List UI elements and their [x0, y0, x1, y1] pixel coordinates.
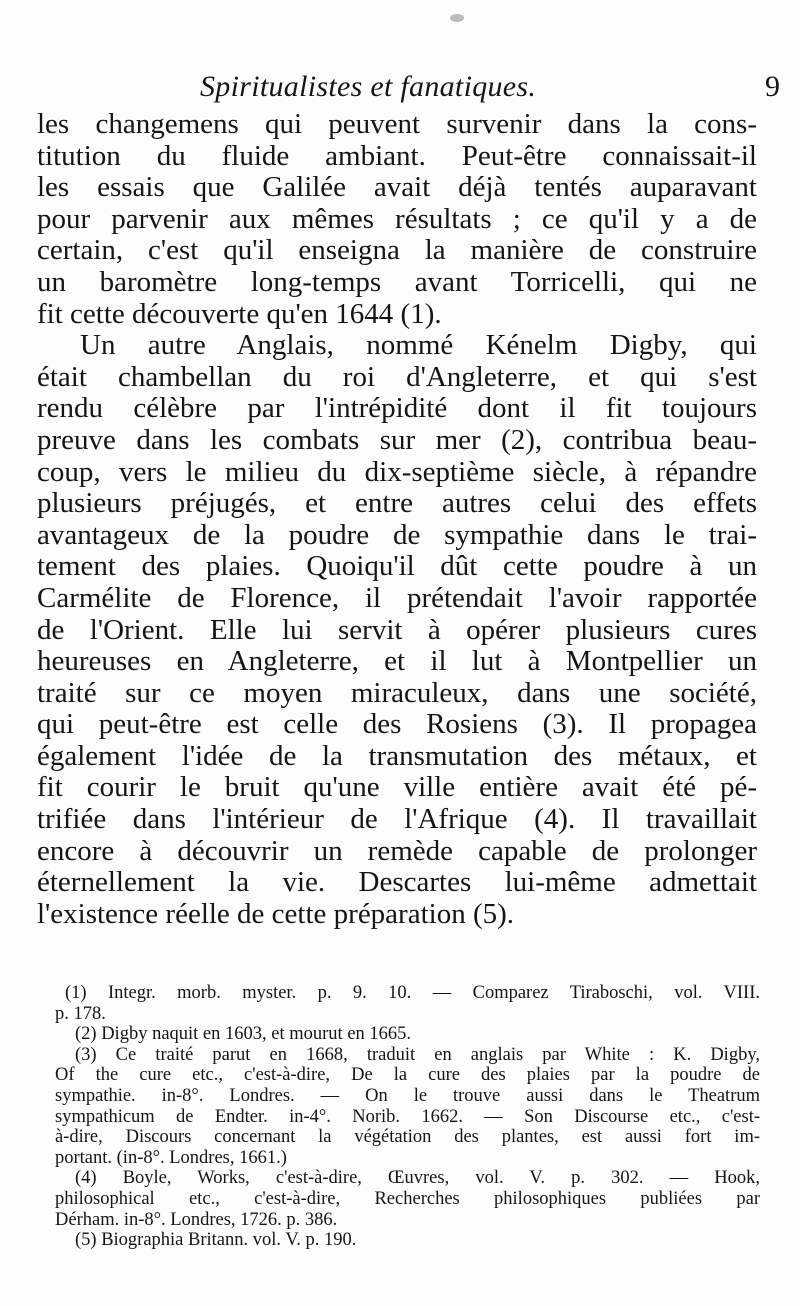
text-line: avantageux de la poudre de sympathie dans le trai-: [37, 518, 757, 551]
text-line: fit cette découverte qu'en 1644 (1).: [37, 297, 442, 330]
text-line: qui peut-être est celle des Rosiens (3). Il propagea: [37, 708, 757, 741]
text-line: également l'idée de la transmutation des métaux, et: [37, 739, 757, 772]
footnote-line: sympathicum de Endter. in-4°. Norib. 1662. — Son Discourse etc., c'est-: [55, 1106, 760, 1127]
footnote-line: (4) Boyle, Works, c'est-à-dire, Œuvres, vol. V. p. 302. — Hook,: [75, 1168, 760, 1189]
footnote-line: Dérham. in-8°. Londres, 1726. p. 386.: [55, 1209, 338, 1230]
text-line: Carmélite de Florence, il prétendait l'avoir rapportée: [37, 581, 757, 614]
text-line: était chambellan du roi d'Angleterre, et qui s'est: [37, 360, 757, 393]
text-line: certain, c'est qu'il enseigna la manière de construire: [37, 234, 757, 267]
footnote-line: (1) Integr. morb. myster. p. 9. 10. — Comparez Tiraboschi, vol. VIII.: [65, 983, 760, 1003]
footnote-line: Of the cure etc., c'est-à-dire, De la cure des plaies par la poudre de: [55, 1065, 760, 1086]
text-line: trifiée dans l'intérieur de l'Afrique (4). Il travaillait: [37, 803, 757, 836]
text-line: un baromètre long-temps avant Torricelli, qui ne: [37, 265, 757, 298]
text-line: preuve dans les combats sur mer (2), contribua beau-: [37, 423, 757, 456]
footnote-line: portant. (in-8°. Londres, 1661.): [55, 1147, 287, 1168]
text-line: tement des plaies. Quoiqu'il dût cette poudre à un: [37, 550, 757, 583]
text-line: pour parvenir aux mêmes résultats ; ce qu'il y a de: [37, 202, 757, 235]
text-line: rendu célèbre par l'intrépidité dont il fit toujours: [37, 392, 757, 425]
footnote-line: à-dire, Discours concernant la végétation des plantes, est aussi fort im-: [55, 1127, 760, 1148]
text-line: Un autre Anglais, nommé Kénelm Digby, qui: [80, 329, 757, 362]
footnote-line: (3) Ce traité parut en 1668, traduit en anglais par White : K. Digby,: [75, 1044, 760, 1065]
text-line: éternellement la vie. Descartes lui-même admettait: [37, 866, 757, 899]
text-line: fit courir le bruit qu'une ville entière avait été pé-: [37, 771, 757, 804]
text-line: les changemens qui peuvent survenir dans la cons-: [37, 108, 757, 140]
text-line: encore à découvrir un remède capable de prolonger: [37, 834, 757, 867]
footnote-line: sympathie. in-8°. Londres. — On le trouve aussi dans le Theatrum: [55, 1085, 760, 1106]
footnote-line: philosophical etc., c'est-à-dire, Recherches philosophiques publiées par: [55, 1188, 760, 1209]
text-line: de l'Orient. Elle lui servit à opérer plusieurs cures: [37, 613, 757, 646]
footnote-line: p. 178.: [55, 1003, 106, 1024]
page-number: 9: [765, 70, 780, 103]
text-line: heureuses en Angleterre, et il lut à Montpellier un: [37, 645, 757, 678]
text-line: traité sur ce moyen miraculeux, dans une société,: [37, 676, 757, 709]
running-title: Spiritualistes et fanatiques.: [200, 70, 537, 103]
text-line: les essais que Galilée avait déjà tentés auparavant: [37, 171, 757, 204]
footnotes: [55, 983, 760, 1251]
page-header: [40, 70, 780, 110]
footnote-line: (5) Biographia Britann. vol. V. p. 190.: [75, 1230, 357, 1251]
text-line: l'existence réelle de cette préparation (5).: [37, 897, 515, 930]
ink-smudge: [450, 14, 464, 22]
footnote-line: (2) Digby naquit en 1603, et mourut en 1665.: [75, 1024, 412, 1045]
text-line: titution du fluide ambiant. Peut-être connaissait-il: [37, 139, 757, 172]
text-line: plusieurs préjugés, et entre autres celui des effets: [37, 487, 757, 520]
text-line: coup, vers le milieu du dix-septième siècle, à répandre: [37, 455, 757, 488]
main-text: [37, 109, 757, 930]
